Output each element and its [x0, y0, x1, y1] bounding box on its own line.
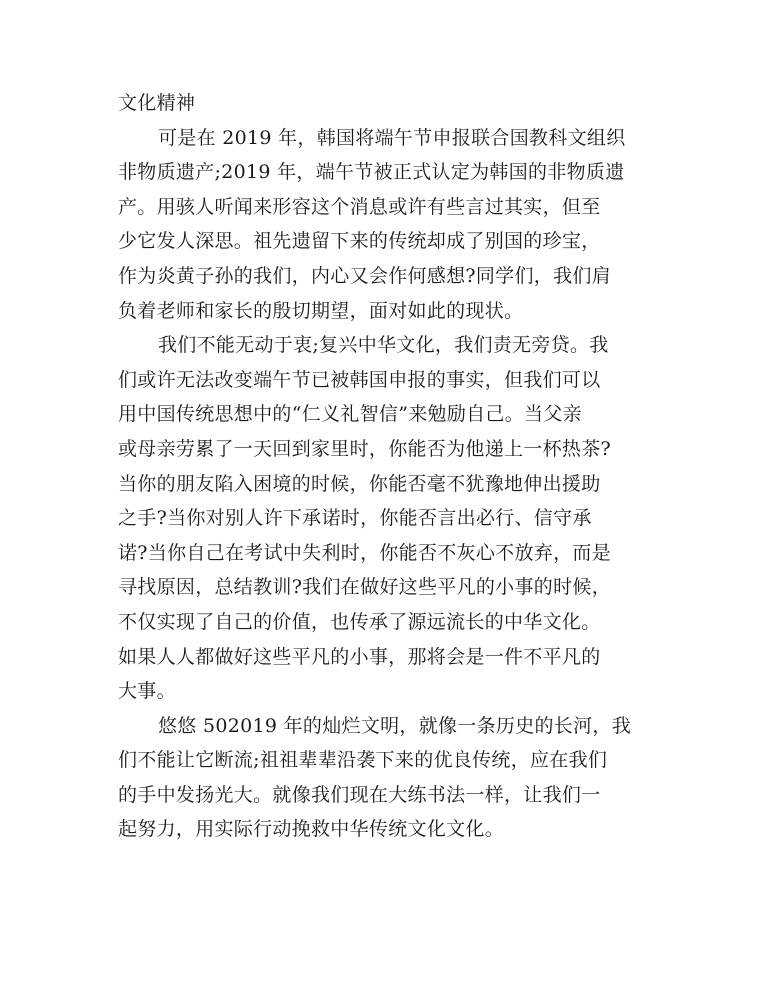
text-line: 负着老师和家长的殷切期望，面对如此的现状。: [118, 299, 524, 322]
text-line: 作为炎黄子孙的我们，内心又会作何感想?同学们，我们肩: [118, 264, 611, 287]
text-line: 们或许无法改变端午节已被韩国申报的事实，但我们可以: [118, 368, 601, 391]
text-line: 用中国传统思想中的“仁义礼智信”来勉励自己。当父亲: [118, 403, 582, 426]
text-line: 起努力，用实际行动挽救中华传统文化文化。: [118, 818, 505, 841]
text-line: 不仅实现了自己的价值，也传承了源远流长的中华文化。: [118, 610, 601, 633]
text-line: 如果人人都做好这些平凡的小事，那将会是一件不平凡的: [118, 645, 601, 668]
text-line: 寻找原因，总结教训?我们在做好这些平凡的小事的时候，: [118, 576, 611, 599]
text-line: 少它发人深思。祖先遗留下来的传统却成了别国的珍宝，: [118, 230, 601, 253]
text-line: 产。用骇人听闻来形容这个消息或许有些言过其实，但至: [118, 195, 601, 218]
text-line: 文化精神: [118, 92, 196, 114]
paragraph-first-line: 可是在 2019 年，韩国将端午节申报联合国教科文组织: [158, 126, 626, 149]
text-line: 大事。: [118, 680, 176, 703]
text-line: 之手?当你对别人许下承诺时，你能否言出必行、信守承: [118, 507, 592, 530]
text-line: 当你的朋友陷入困境的时候，你能否毫不犹豫地伸出援助: [118, 472, 601, 495]
text-line: 非物质遗产;2019 年，端午节被正式认定为韩国的非物质遗: [118, 161, 625, 184]
document-body: [118, 86, 658, 847]
text-line: 的手中发扬光大。就像我们现在大练书法一样，让我们一: [118, 783, 601, 806]
paragraph-first-line: 我们不能无动于衷;复兴中华文化，我们责无旁贷。我: [158, 334, 609, 357]
text-line: 们不能让它断流;祖祖辈辈沿袭下来的优良传统，应在我们: [118, 749, 608, 772]
text-line: 诺?当你自己在考试中失利时，你能否不灰心不放弃，而是: [118, 541, 611, 564]
text-line: 或母亲劳累了一天回到家里时，你能否为他递上一杯热茶?: [118, 437, 611, 460]
paragraph-first-line: 悠悠 502019 年的灿烂文明，就像一条历史的长河，我: [158, 714, 632, 737]
